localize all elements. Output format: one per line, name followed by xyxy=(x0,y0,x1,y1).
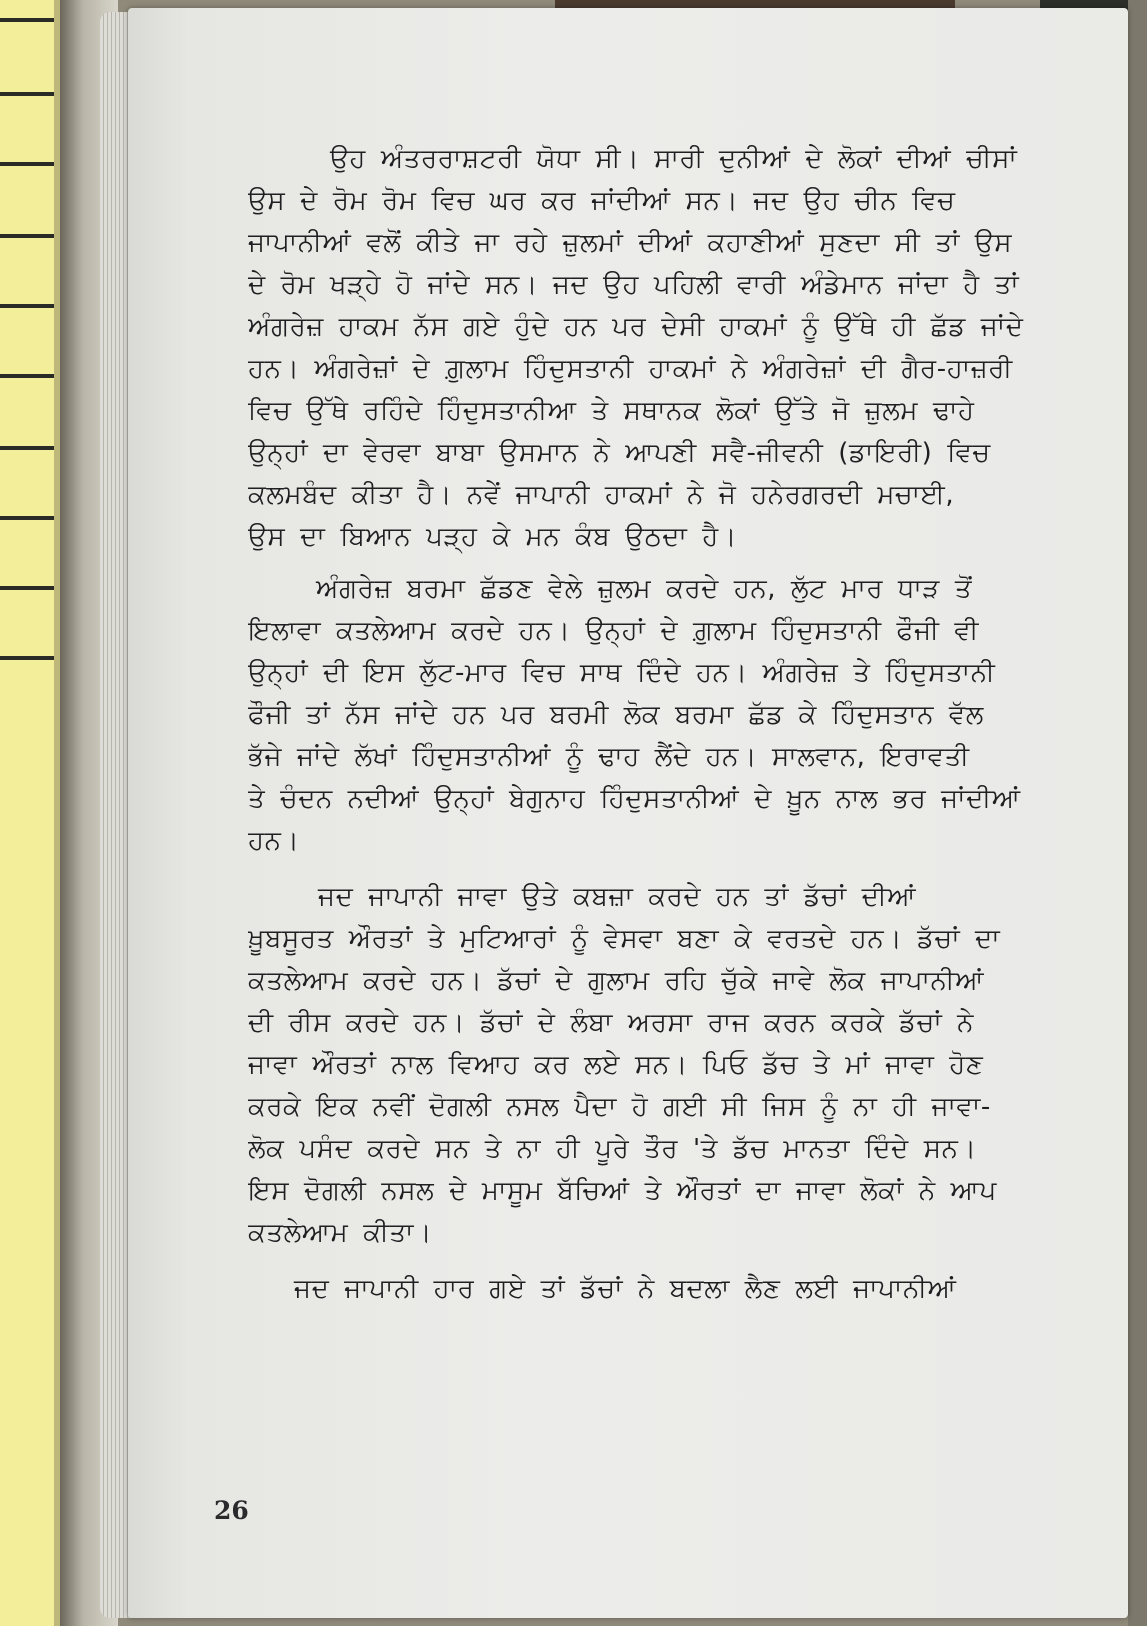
text-line: ਅੰਗਰੇਜ਼ ਹਾਕਮ ਨੱਸ ਗਏ ਹੁੰਦੇ ਹਨ ਪਰ ਦੇਸੀ ਹਾਕਮਾਂ ਨੂੰ ਉੱਥੇ ਹੀ ਛੱਡ ਜਾਂਦੇ xyxy=(248,312,1024,342)
text-line: ਕਰਕੇ ਇਕ ਨਵੀਂ ਦੋਗਲੀ ਨਸਲ ਪੈਦਾ ਹੋ ਗਈ ਸੀ ਜਿਸ ਨੂੰ ਨਾ ਹੀ ਜਾਵਾ- xyxy=(248,1092,991,1122)
text-line: ਉਸ ਦੇ ਰੋਮ ਰੋਮ ਵਿਚ ਘਰ ਕਰ ਜਾਂਦੀਆਂ ਸਨ। ਜਦ ਉਹ ਚੀਨ ਵਿਚ xyxy=(248,186,956,216)
notebook-line xyxy=(0,234,58,238)
background-edge xyxy=(1128,0,1147,1626)
notebook-strip xyxy=(0,0,60,1626)
text-line: ਭੱਜੇ ਜਾਂਦੇ ਲੱਖਾਂ ਹਿੰਦੁਸਤਾਨੀਆਂ ਨੂੰ ਢਾਹ ਲੈਂਦੇ ਹਨ। ਸਾਲਵਾਨ, ਇਰਾਵਤੀ xyxy=(248,742,970,772)
text-line: ਉਨ੍ਹਾਂ ਦੀ ਇਸ ਲੁੱਟ-ਮਾਰ ਵਿਚ ਸਾਥ ਦਿੰਦੇ ਹਨ। ਅੰਗਰੇਜ਼ ਤੇ ਹਿੰਦੁਸਤਾਨੀ xyxy=(248,658,996,688)
text-line: ਉਨ੍ਹਾਂ ਦਾ ਵੇਰਵਾ ਬਾਬਾ ਉਸਮਾਨ ਨੇ ਆਪਣੀ ਸਵੈ-ਜੀਵਨੀ (ਡਾਇਰੀ) ਵਿਚ xyxy=(248,438,991,468)
text-line: ਜਦ ਜਾਪਾਨੀ ਹਾਰ ਗਏ ਤਾਂ ਡੱਚਾਂ ਨੇ ਬਦਲਾ ਲੈਣ ਲਈ ਜਾਪਾਨੀਆਂ xyxy=(294,1274,957,1304)
notebook-line xyxy=(0,446,58,450)
text-line: ਕਤਲੇਆਮ ਕੀਤਾ। xyxy=(248,1218,433,1248)
text-line: ਇਲਾਵਾ ਕਤਲੇਆਮ ਕਰਦੇ ਹਨ। ਉਨ੍ਹਾਂ ਦੇ ਗ਼ੁਲਾਮ ਹਿੰਦੁਸਤਾਨੀ ਫੌਜੀ ਵੀ xyxy=(248,616,980,646)
text-line: ਜਾਵਾ ਔਰਤਾਂ ਨਾਲ ਵਿਆਹ ਕਰ ਲਏ ਸਨ। ਪਿਓ ਡੱਚ ਤੇ ਮਾਂ ਜਾਵਾ ਹੋਣ xyxy=(248,1050,984,1080)
text-line: ਤੇ ਚੰਦਨ ਨਦੀਆਂ ਉਨ੍ਹਾਂ ਬੇਗੁਨਾਹ ਹਿੰਦੁਸਤਾਨੀਆਂ ਦੇ ਖ਼ੂਨ ਨਾਲ ਭਰ ਜਾਂਦੀਆਂ xyxy=(248,784,1021,814)
notebook-line xyxy=(0,18,58,22)
page-text xyxy=(248,138,1068,1310)
text-line: ਜਾਪਾਨੀਆਂ ਵਲੋਂ ਕੀਤੇ ਜਾ ਰਹੇ ਜ਼ੁਲਮਾਂ ਦੀਆਂ ਕਹਾਣੀਆਂ ਸੁਣਦਾ ਸੀ ਤਾਂ ਉਸ xyxy=(248,228,1013,258)
text-line: ਉਸ ਦਾ ਬਿਆਨ ਪੜ੍ਹ ਕੇ ਮਨ ਕੰਬ ਉਠਦਾ ਹੈ। xyxy=(248,522,737,552)
text-line: ਖ਼ੂਬਸੂਰਤ ਔਰਤਾਂ ਤੇ ਮੁਟਿਆਰਾਂ ਨੂੰ ਵੇਸਵਾ ਬਣਾ ਕੇ ਵਰਤਦੇ ਹਨ। ਡੱਚਾਂ ਦਾ xyxy=(248,924,1001,954)
notebook-line xyxy=(0,586,58,590)
text-line: ਦੇ ਰੋਮ ਖੜ੍ਹੇ ਹੋ ਜਾਂਦੇ ਸਨ। ਜਦ ਉਹ ਪਹਿਲੀ ਵਾਰੀ ਅੰਡੇਮਾਨ ਜਾਂਦਾ ਹੈ ਤਾਂ xyxy=(248,270,1020,300)
notebook-line xyxy=(0,374,58,378)
text-line: ਹਨ। ਅੰਗਰੇਜ਼ਾਂ ਦੇ ਗ਼ੁਲਾਮ ਹਿੰਦੁਸਤਾਨੀ ਹਾਕਮਾਂ ਨੇ ਅੰਗਰੇਜ਼ਾਂ ਦੀ ਗੈਰ-ਹਾਜ਼ਰੀ xyxy=(248,354,1013,384)
notebook-line xyxy=(0,656,58,660)
text-line: ਜਦ ਜਾਪਾਨੀ ਜਾਵਾ ਉਤੇ ਕਬਜ਼ਾ ਕਰਦੇ ਹਨ ਤਾਂ ਡੱਚਾਂ ਦੀਆਂ xyxy=(318,882,917,912)
text-line: ਕਲਮਬੰਦ ਕੀਤਾ ਹੈ। ਨਵੇਂ ਜਾਪਾਨੀ ਹਾਕਮਾਂ ਨੇ ਜੋ ਹਨੇਰਗਰਦੀ ਮਚਾਈ, xyxy=(248,480,955,510)
text-line: ਵਿਚ ਉੱਥੇ ਰਹਿੰਦੇ ਹਿੰਦੁਸਤਾਨੀਆ ਤੇ ਸਥਾਨਕ ਲੋਕਾਂ ਉੱਤੇ ਜੋ ਜ਼ੁਲਮ ਢਾਹੇ xyxy=(248,396,975,426)
text-line: ਹਨ। xyxy=(248,826,300,856)
page-number: 26 xyxy=(214,1496,249,1525)
text-line: ਫੌਜੀ ਤਾਂ ਨੱਸ ਜਾਂਦੇ ਹਨ ਪਰ ਬਰਮੀ ਲੋਕ ਬਰਮਾ ਛੱਡ ਕੇ ਹਿੰਦੁਸਤਾਨ ਵੱਲ xyxy=(248,700,984,730)
text-line: ਅੰਗਰੇਜ਼ ਬਰਮਾ ਛੱਡਣ ਵੇਲੇ ਜ਼ੁਲਮ ਕਰਦੇ ਹਨ, ਲੁੱਟ ਮਾਰ ਧਾੜ ਤੋਂ xyxy=(316,574,973,604)
text-line: ਦੀ ਰੀਸ ਕਰਦੇ ਹਨ। ਡੱਚਾਂ ਦੇ ਲੰਬਾ ਅਰਸਾ ਰਾਜ ਕਰਨ ਕਰਕੇ ਡੱਚਾਂ ਨੇ xyxy=(248,1008,974,1038)
notebook-line xyxy=(0,304,58,308)
notebook-line xyxy=(0,92,58,96)
text-line: ਕਤਲੇਆਮ ਕਰਦੇ ਹਨ। ਡੱਚਾਂ ਦੇ ਗੁਲਾਮ ਰਹਿ ਚੁੱਕੇ ਜਾਵੇ ਲੋਕ ਜਾਪਾਨੀਆਂ xyxy=(248,966,985,996)
text-line: ਇਸ ਦੋਗਲੀ ਨਸਲ ਦੇ ਮਾਸੂਮ ਬੱਚਿਆਂ ਤੇ ਔਰਤਾਂ ਦਾ ਜਾਵਾ ਲੋਕਾਂ ਨੇ ਆਪ xyxy=(248,1176,997,1206)
notebook-line xyxy=(0,516,58,520)
text-line: ਲੋਕ ਪਸੰਦ ਕਰਦੇ ਸਨ ਤੇ ਨਾ ਹੀ ਪੂਰੇ ਤੌਰ 'ਤੇ ਡੱਚ ਮਾਨਤਾ ਦਿੰਦੇ ਸਨ। xyxy=(248,1134,977,1164)
text-line: ਉਹ ਅੰਤਰਰਾਸ਼ਟਰੀ ਯੋਧਾ ਸੀ। ਸਾਰੀ ਦੁਨੀਆਂ ਦੇ ਲੋਕਾਂ ਦੀਆਂ ਚੀਸਾਂ xyxy=(330,144,1018,174)
notebook-line xyxy=(0,162,58,166)
